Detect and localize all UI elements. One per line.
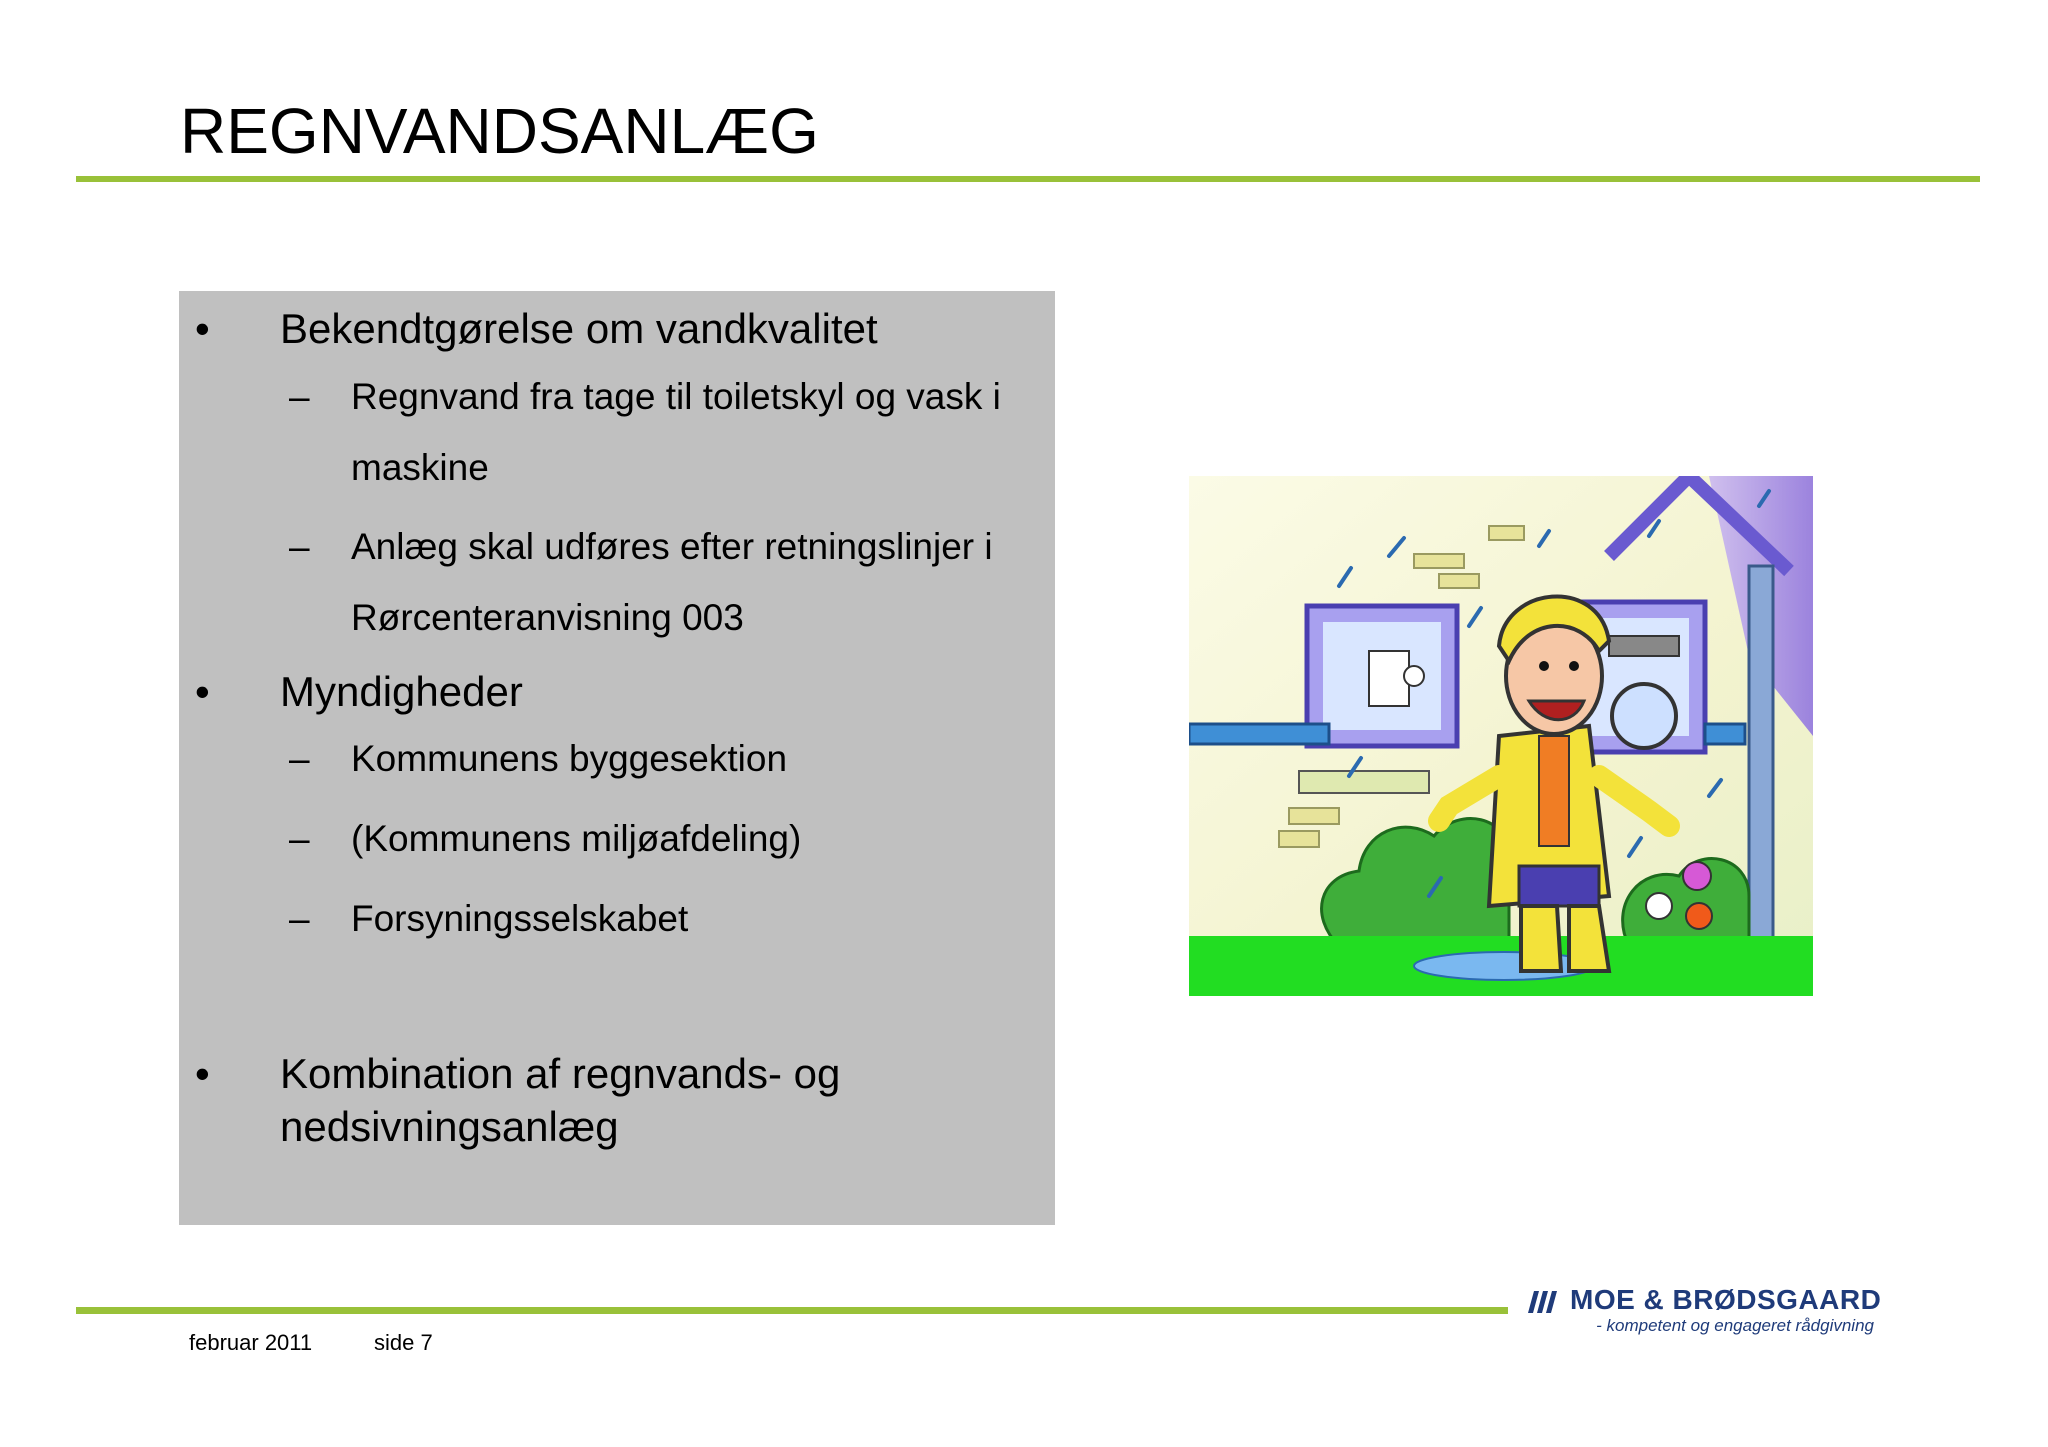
bullet-marker: • xyxy=(195,1050,210,1097)
sub-text-line1: (Kommunens miljøafdeling) xyxy=(351,818,802,859)
rain-cartoon-illustration xyxy=(1189,476,1813,996)
top-divider xyxy=(76,176,1980,182)
sub-text-line2: maskine xyxy=(351,447,489,488)
sub-text-line1: Kommunens byggesektion xyxy=(351,738,788,779)
footer-page-number: side 7 xyxy=(374,1330,433,1355)
company-logo xyxy=(1528,1284,1894,1340)
bullet-marker: • xyxy=(195,668,210,715)
bullet-text-line1: Kombination af regnvands- og xyxy=(280,1050,841,1097)
sub-text-line1: Anlæg skal udføres efter retningslinjer i xyxy=(351,526,993,567)
company-name: MOE & BRØDSGAARD xyxy=(1570,1284,1882,1315)
bullet-text: Bekendtgørelse om vandkvalitet xyxy=(280,305,878,352)
dash-marker: – xyxy=(289,818,310,859)
dash-marker: – xyxy=(289,376,310,417)
sub-text-line1: Regnvand fra tage til toiletskyl og vask i xyxy=(351,376,1001,417)
bullet-text-line2: nedsivningsanlæg xyxy=(280,1103,619,1150)
sub-text-line2: Rørcenteranvisning 003 xyxy=(351,597,744,638)
dash-marker: – xyxy=(289,526,310,567)
bullet-text: Myndigheder xyxy=(280,668,523,715)
dash-marker: – xyxy=(289,898,310,939)
dash-marker: – xyxy=(289,738,310,779)
bullet-marker: • xyxy=(195,305,210,352)
content-box xyxy=(179,291,1055,1225)
footer-date: februar 2011 xyxy=(189,1330,313,1355)
bottom-divider xyxy=(76,1307,1508,1314)
slide-title: REGNVANDSANLÆG xyxy=(180,95,819,167)
logo-mark-icon xyxy=(1528,1291,1558,1313)
company-tagline: - kompetent og engageret rådgivning xyxy=(1596,1316,1874,1335)
sub-text-line1: Forsyningsselskabet xyxy=(351,898,689,939)
